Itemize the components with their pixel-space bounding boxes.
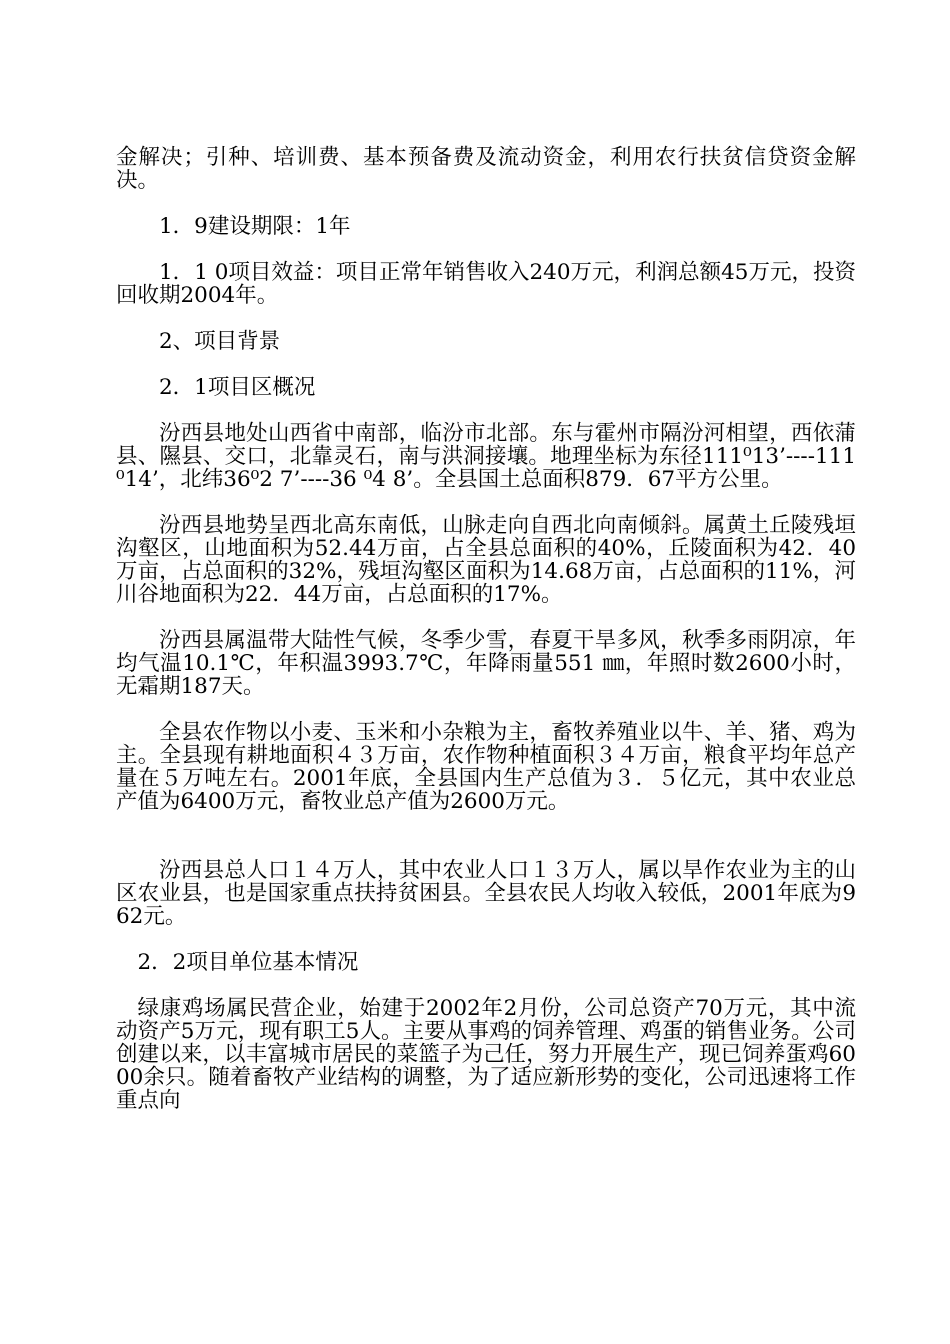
paragraph-climate: 汾西县属温带大陆性气候，冬季少雪，春夏干旱多风，秋季多雨阴凉，年均气温10.1℃，年积温3993.7℃，年降雨量551 ㎜，年照时数2600小时，无霜期187天。 <box>116 628 856 699</box>
paragraph-terrain: 汾西县地势呈西北高东南低，山脉走向自西北向南倾斜。属黄土丘陵残垣沟壑区，山地面积为52.44万亩，占全县总面积的40%，丘陵面积为42．40万亩，占总面积的32%，残垣沟壑区面积为14.68万亩，占总面积的11%，河川谷地面积为22．44万亩，占总面积的17%。 <box>116 513 856 607</box>
heading-project-background: 2、项目背景 <box>159 329 281 354</box>
heading-construction-period: 1．9建设期限：1年 <box>159 214 351 239</box>
heading-project-area-overview: 2．1项目区概况 <box>159 375 316 400</box>
paragraph-agriculture: 全县农作物以小麦、玉米和小杂粮为主，畜牧养殖业以牛、羊、猪、鸡为主。全县现有耕地面积４３万亩，农作物种植面积３４万亩，粮食平均年总产量在５万吨左右。2001年底，全县国内生产总值为３．５亿元，其中农业总产值为6400万元，畜牧业总产值为2600万元。 <box>116 720 856 814</box>
paragraph-location: 汾西县地处山西省中南部，临汾市北部。东与霍州市隔汾河相望，西依蒲县、隰县、交口，北靠灵石，南与洪洞接壤。地理坐标为东径111⁰13’----111 ⁰14’，北纬36⁰2 7’----36 ⁰4 8’。全县国土总面积879．67平方公里。 <box>116 421 856 492</box>
paragraph-company: 绿康鸡场属民营企业，始建于2002年2月份，公司总资产70万元，其中流动资产5万元，现有职工5人。主要从事鸡的饲养管理、鸡蛋的销售业务。公司创建以来，以丰富城市居民的菜篮子为己任，努力开展生产，现已饲养蛋鸡6000余只。随着畜牧产业结构的调整，为了适应新形势的变化，公司迅速将工作重点向 <box>116 996 856 1113</box>
paragraph-project-benefit: 1．1 0项目效益：项目正常年销售收入240万元，利润总额45万元，投资回收期2004年。 <box>116 260 856 308</box>
document-page <box>116 146 856 1112</box>
paragraph-population: 汾西县总人口１４万人，其中农业人口１３万人，属以旱作农业为主的山区农业县，也是国家重点扶持贫困县。全县农民人均收入较低，2001年底为962元。 <box>116 858 856 929</box>
paragraph-funding: 金解决；引种、培训费、基本预备费及流动资金，利用农行扶贫信贷资金解决。 <box>116 145 856 193</box>
heading-unit-info: 2．2项目单位基本情况 <box>137 950 359 975</box>
